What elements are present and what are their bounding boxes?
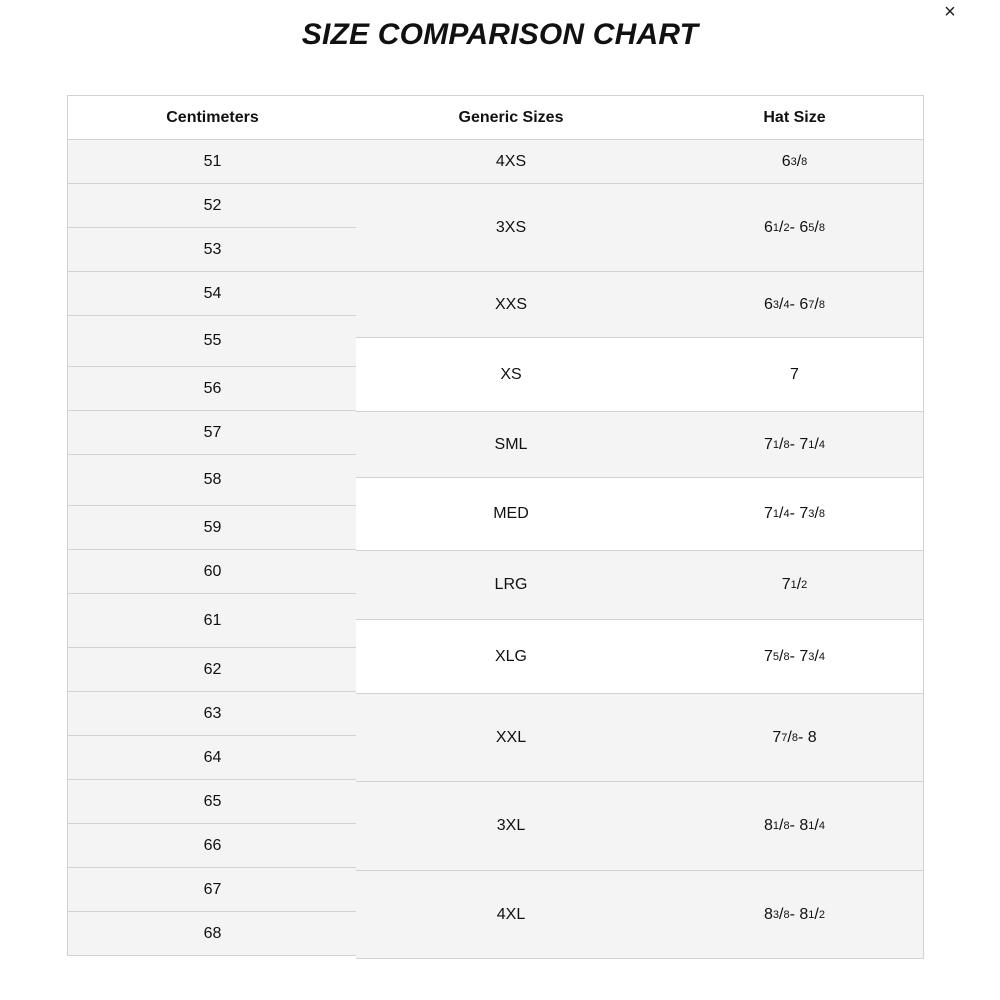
generic-size-cell: 3XS (356, 184, 666, 272)
centimeters-cell: 61 (68, 594, 357, 648)
hat-size-cell: 7 (666, 338, 923, 412)
hat-size-cell: 7 1 / 4 - 7 3 / 8 (666, 478, 923, 551)
generic-size-cell: XXS (356, 272, 666, 338)
hat-size-cell: 8 3 / 8 - 8 1 / 2 (666, 871, 923, 959)
generic-size-cell: SML (356, 412, 666, 478)
generic-size-cell: XS (356, 338, 666, 412)
generic-size-cell: XLG (356, 620, 666, 694)
close-icon[interactable]: × (944, 1, 956, 23)
hat-size-cell: 6 3 / 4 - 6 7 / 8 (666, 272, 923, 338)
hat-size-cell: 6 3 / 8 (666, 140, 923, 184)
centimeters-cell: 52 (68, 184, 357, 228)
column-generic-sizes (356, 95, 667, 959)
centimeters-cell: 55 (68, 316, 357, 367)
centimeters-cell: 62 (68, 648, 357, 692)
column-hat-size (666, 95, 924, 959)
centimeters-cell: 68 (68, 912, 357, 956)
centimeters-cell: 51 (68, 140, 357, 184)
centimeters-cell: 57 (68, 411, 357, 455)
generic-size-cell: XXL (356, 694, 666, 782)
generic-size-cell: MED (356, 478, 666, 551)
centimeters-cell: 59 (68, 506, 357, 550)
centimeters-cell: 65 (68, 780, 357, 824)
hat-size-cell: 7 7 / 8 - 8 (666, 694, 923, 782)
centimeters-cell: 66 (68, 824, 357, 868)
generic-size-cell: 4XL (356, 871, 666, 959)
centimeters-cell: 56 (68, 367, 357, 411)
generic-size-cell: LRG (356, 551, 666, 620)
header-generic-sizes: Generic Sizes (356, 95, 666, 140)
column-centimeters (67, 95, 358, 956)
hat-size-cell: 7 1 / 2 (666, 551, 923, 620)
hat-size-cell: 7 5 / 8 - 7 3 / 4 (666, 620, 923, 694)
page-title: SIZE COMPARISON CHART (301, 18, 699, 51)
centimeters-cell: 60 (68, 550, 357, 594)
header-centimeters: Centimeters (68, 95, 357, 140)
hat-size-cell: 7 1 / 8 - 7 1 / 4 (666, 412, 923, 478)
generic-size-cell: 4XS (356, 140, 666, 184)
header-hat-size: Hat Size (666, 95, 923, 140)
centimeters-cell: 64 (68, 736, 357, 780)
centimeters-cell: 54 (68, 272, 357, 316)
generic-size-cell: 3XL (356, 782, 666, 871)
hat-size-cell: 6 1 / 2 - 6 5 / 8 (666, 184, 923, 272)
hat-size-cell: 8 1 / 8 - 8 1 / 4 (666, 782, 923, 871)
centimeters-cell: 53 (68, 228, 357, 272)
centimeters-cell: 63 (68, 692, 357, 736)
centimeters-cell: 58 (68, 455, 357, 506)
centimeters-cell: 67 (68, 868, 357, 912)
